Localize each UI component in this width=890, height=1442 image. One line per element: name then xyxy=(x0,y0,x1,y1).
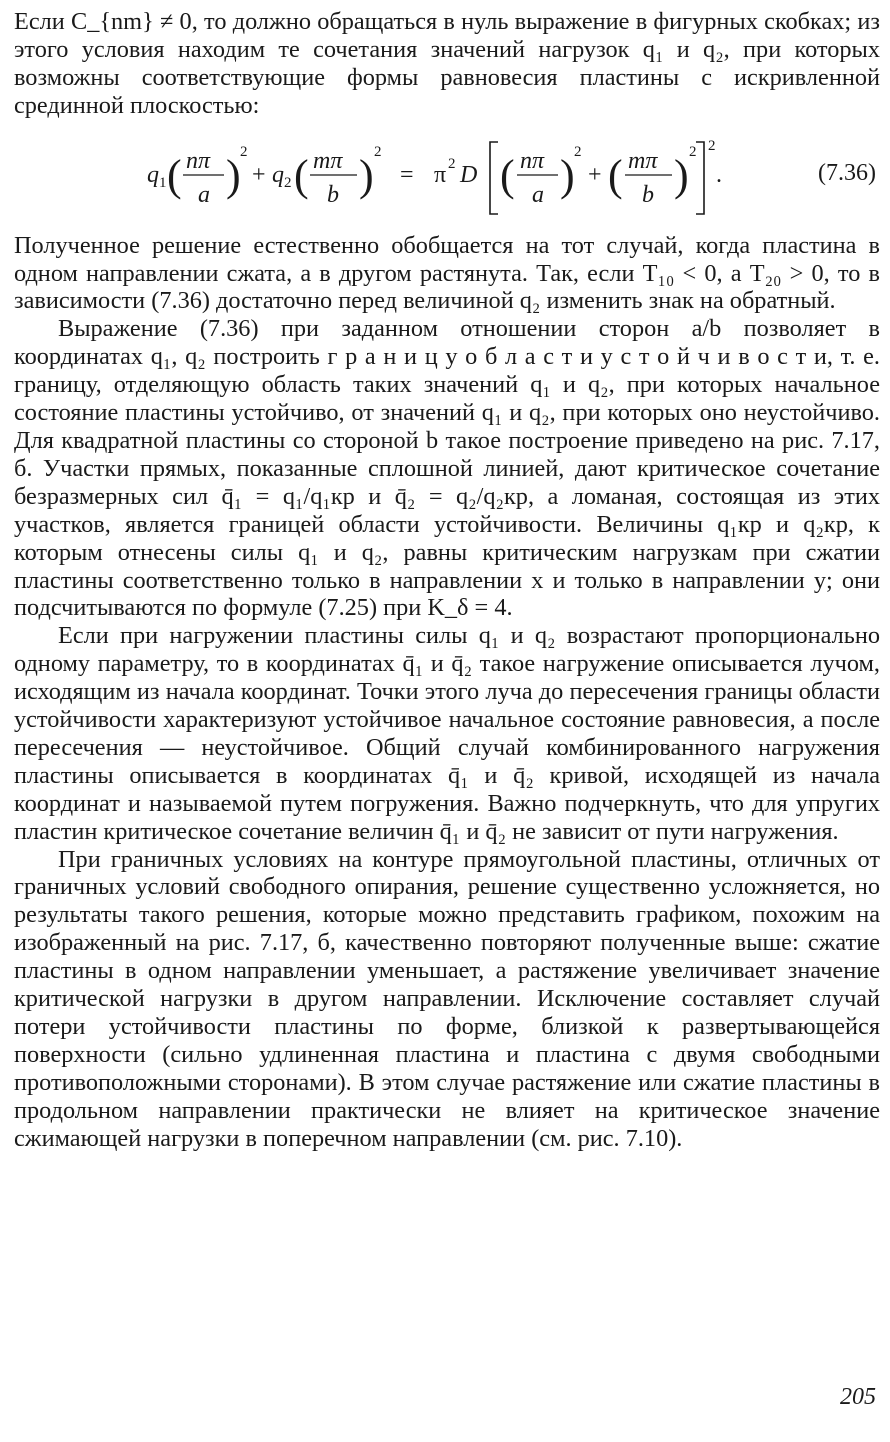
bracket-open xyxy=(490,142,498,214)
numerator-mpi: mπ xyxy=(313,147,343,174)
exponent: 2 xyxy=(689,143,697,160)
equation-7-36 xyxy=(14,124,880,226)
numerator-mpi: mπ xyxy=(628,147,658,174)
q2-subscript: 2 xyxy=(284,174,292,191)
exponent: 2 xyxy=(574,143,582,160)
paragraph-1: Если C_{nm} ≠ 0, то должно обращаться в нуль выражение в фигурных скобках; из этого условия находим те сочетания значений нагрузок q₁ и q₂, при которых возможны соответствующие формы равновесия пластины с искривленной срединной плоскостью: xyxy=(14,8,880,119)
numerator-npi: nπ xyxy=(186,147,211,174)
exponent: 2 xyxy=(374,143,382,160)
paren-open: ( xyxy=(608,150,623,200)
paren-open: ( xyxy=(167,150,182,200)
paren-close: ) xyxy=(560,150,575,200)
numerator-npi: nπ xyxy=(520,147,545,174)
paren-close: ) xyxy=(226,150,241,200)
page xyxy=(14,8,880,1153)
plus-sign: + xyxy=(252,161,266,188)
paragraph-4: Если при нагружении пластины силы q₁ и q₂ возрастают пропорционально одному параметру, то в координатах q̄₁ и q̄₂ такое нагружение описывается лучом, исходящим из начала координат. Точки этого луча до пересечения границы области устойчивости характеризуют устойчивое начальное состояние равновесия, а после пересечения — неустойчивое. Общий случай комбинированного нагружения пластины описывается в координатах q̄₁ и q̄₂ кривой, исходящей из начала координат и называемой путем погружения. Важно подчеркнуть, что для упругих пластин критическое сочетание величин q̄₁ и q̄₂ не зависит от пути нагружения. xyxy=(14,622,880,845)
equation-number: (7.36) xyxy=(818,159,876,186)
q1-subscript: 1 xyxy=(159,174,167,191)
exponent: 2 xyxy=(448,155,456,172)
paragraph-2: Полученное решение естественно обобщается на тот случай, когда пластина в одном направлении сжата, а в другом растянута. Так, если T₁₀ < 0, а T₂₀ > 0, то в зависимости (7.36) достаточно перед величиной q₂ изменить знак на обратный. xyxy=(14,231,880,315)
plus-sign: + xyxy=(588,161,602,188)
rigidity-D: D xyxy=(460,161,478,188)
bracket-close xyxy=(696,142,704,214)
denominator-a: a xyxy=(198,181,210,208)
paren-close: ) xyxy=(674,150,689,200)
pi-symbol: π xyxy=(434,161,447,188)
exponent: 2 xyxy=(240,143,248,160)
denominator-b: b xyxy=(642,181,654,208)
q2-symbol: q xyxy=(272,161,284,188)
paren-open: ( xyxy=(294,150,309,200)
period: . xyxy=(716,161,722,188)
q1-symbol: q xyxy=(147,161,159,188)
paren-close: ) xyxy=(359,150,374,200)
denominator-b: b xyxy=(327,181,339,208)
exponent: 2 xyxy=(708,137,716,154)
paren-open: ( xyxy=(500,150,515,200)
page-number: 205 xyxy=(840,1384,876,1410)
paragraph-3: Выражение (7.36) при заданном отношении сторон a/b позволяет в координатах q₁, q₂ построить г р а н и ц у о б л а с т и у с т о й ч и в о с т и, т. е. границу, отделяющую область таких значений q₁ и q₂, при которых начальное состояние пластины устойчиво, от значений q₁ и q₂, при которых оно неустойчиво. Для квадратной пластины со стороной b такое построение приведено на рис. 7.17, б. Участки прямых, показанные сплошной линией, дают критическое сочетание безразмерных сил q̄₁ = q₁/q₁кр и q̄₂ = q₂/q₂кр, а ломаная, состоящая из этих участков, является границей области устойчивости. Величины q₁кр и q₂кр, к которым отнесены силы q₁ и q₂, равны критическим нагрузкам при сжатии пластины соответственно только в направлении x и только в направлении y; они подсчитываются по формуле (7.25) при K_δ = 4. xyxy=(14,315,880,622)
denominator-a: a xyxy=(532,181,544,208)
equals-sign: = xyxy=(400,161,414,188)
paragraph-5: При граничных условиях на контуре прямоугольной пластины, отличных от граничных условий свободного опирания, решение существенно усложняется, но результаты такого решения, которые можно представить графиком, похожим на изображенный на рис. 7.17, б, качественно повторяют полученные выше: сжатие пластины в одном направлении уменьшает, а растяжение увеличивает значение критической нагрузки в другом направлении. Исключение составляет случай потери устойчивости пластины по форме, близкой к развертывающейся поверхности (сильно удлиненная пластина и пластина с двумя свободными противоположными сторонами). В этом случае растяжение или сжатие пластины в продольном направлении практически не влияет на критическое значение сжимающей нагрузки в поперечном направлении (см. рис. 7.10). xyxy=(14,845,880,1152)
